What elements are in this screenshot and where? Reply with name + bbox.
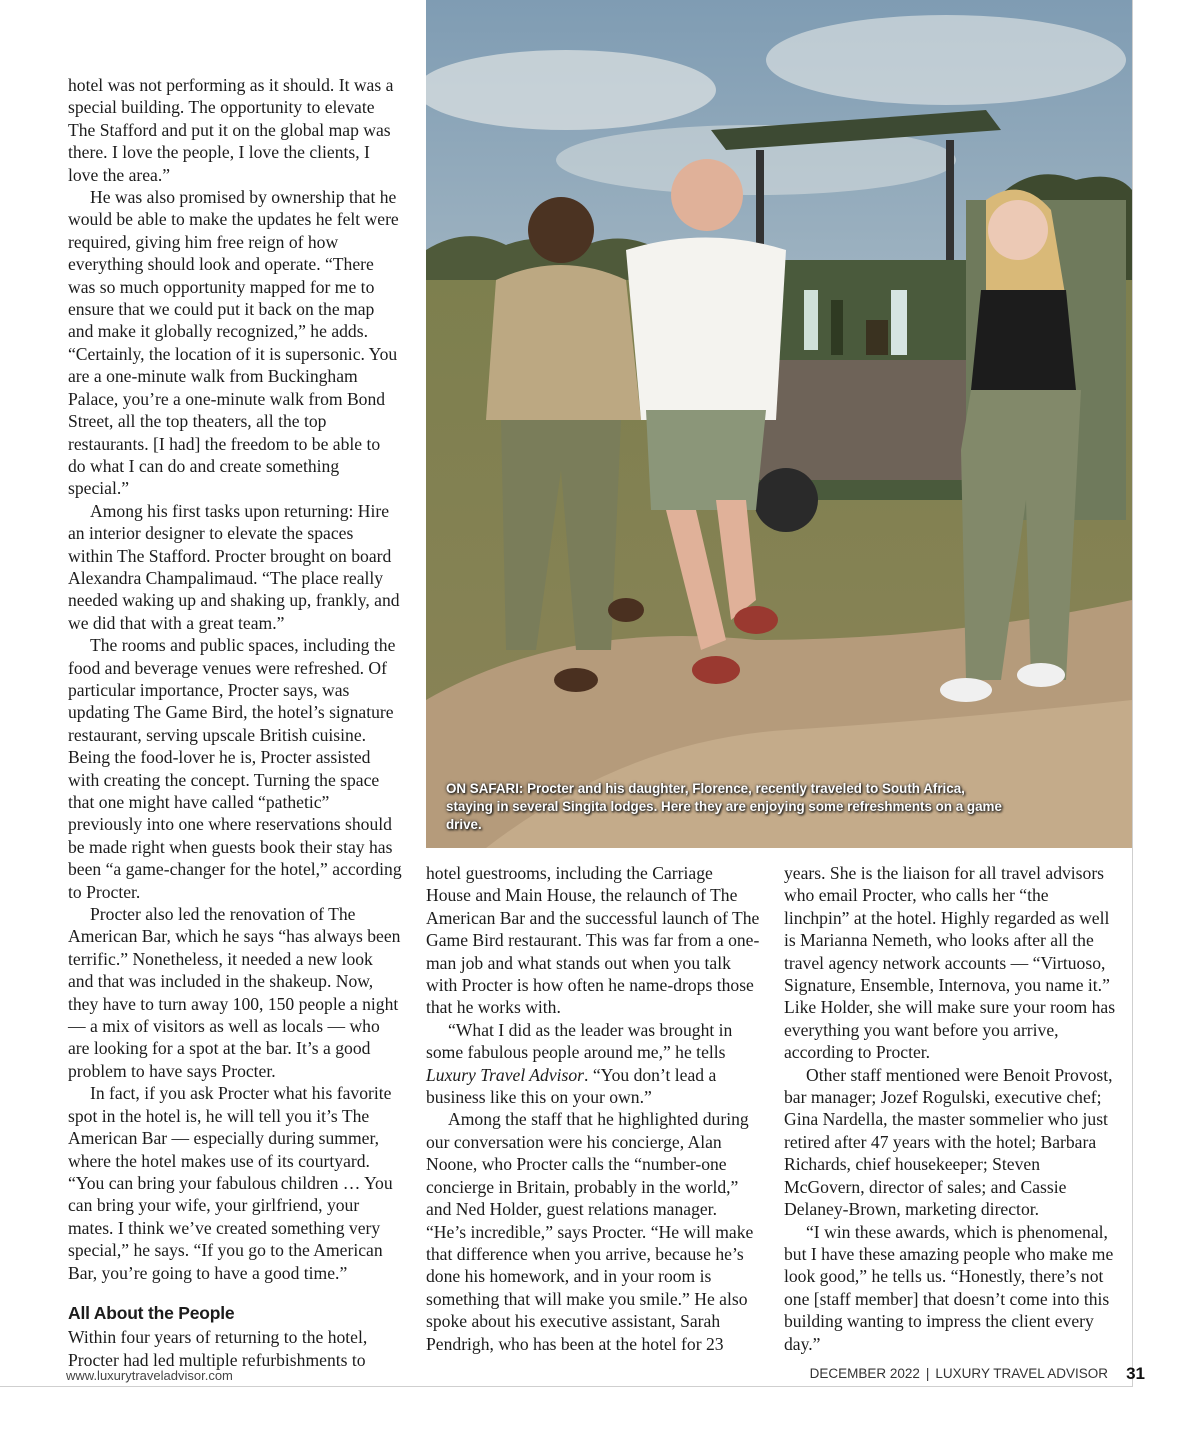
issue-date: DECEMBER 2022 (809, 1366, 920, 1381)
quote-text: “What I did as the leader was brought in some fabulous people around me,” he tells (426, 1019, 733, 1063)
publication-name: Luxury Travel Advisor (426, 1064, 585, 1085)
paragraph: hotel guestrooms, including the Carriage House and Main House, the relaunch of The American Bar and the successful launch of The Game Bird restaurant. This was far from a one-man job and what stands out when you talk with Procter is how often he name-drops those that he works with. (426, 863, 760, 1018)
paragraph: In fact, if you ask Procter what his favorite spot in the hotel is, he will tell you it’s The American Bar — especially during summer, where the hotel makes use of its courtyard. “You can bring your fabulous children … You can bring your wife, your girlfriend, your mates. I think we’ve created something very special,” he says. “If you go to the American Bar, you’re going to have a good time.” (68, 1083, 393, 1283)
footer-separator: | (925, 1366, 930, 1381)
paragraph: He was also promised by ownership that he would be able to make the updates he felt were required, giving him free reign of how everything should look and operate. “There was so much opportunity mapped for me to ensure that we could put it back on the map and make it globally recognized,” he adds. “Certainly, the location of it is supersonic. You are a one-minute walk from Buckingham Palace, you’re a one-minute walk from Bond Street, all the top theaters, all the top restaurants. [I had] the freedom to be able to do what I can do and create something special.” (68, 187, 399, 499)
paragraph (426, 1019, 760, 1109)
safari-photo-illustration (426, 0, 1132, 848)
paragraph: Within four years of returning to the hotel, Procter had led multiple refurbishments to (68, 1327, 368, 1370)
section-heading: All About the People (68, 1302, 235, 1323)
footer-website-link[interactable]: www.luxurytraveladvisor.com (66, 1368, 233, 1383)
paragraph: Procter also led the renovation of The American Bar, which he says “has always been terrific.” Nonetheless, it needed a new look and that was included in the shakeup. Now, they have to turn away 100, 150 people a night — a mix of visitors as well as locals — who are looking for a spot at the bar. It’s a good problem to have says Procter. (68, 904, 401, 1081)
right-text-column (784, 862, 1118, 1355)
paragraph: Among his first tasks upon returning: Hire an interior designer to elevate the spaces within The Stafford. Procter brought on board Alexandra Champalimaud. “The place really needed waking up and shaking up, frankly, and we did that with a great team.” (68, 500, 400, 633)
column-divider (1132, 0, 1133, 1386)
paragraph: hotel was not performing as it should. It was a special building. The opportunity to elevate The Stafford and put it on the global map was there. I love the people, I love the clients, I love the area.” (68, 75, 394, 185)
quote-text: . “You don’t lead a business like this on your own.” (426, 1064, 717, 1108)
page-footer (0, 1364, 1200, 1398)
photo-caption: ON SAFARI: Procter and his daughter, Florence, recently traveled to South Africa, staying in several Singita lodges. Here they are enjoying some refreshments on a game drive. (446, 781, 1002, 832)
safari-photo (426, 0, 1132, 848)
paragraph: Among the staff that he highlighted during our conversation were his concierge, Alan Noone, who Procter calls the “number-one concierge in Britain, probably in the world,” and Ned Holder, guest relations manager. “He’s incredible,” says Procter. “He will make that difference when you arrive, because he’s done his homework, and in your room is something that will make you smile.” He also spoke about his executive assistant, Sarah Pendrigh, who has been at the hotel for 23 (426, 1109, 754, 1354)
paragraph: years. She is the liaison for all travel advisors who email Procter, who calls her “the linchpin” at the hotel. Highly regarded as well is Marianna Nemeth, who looks after all the travel agency network accounts — “Virtuoso, Signature, Ensemble, Internova, you name it.” Like Holder, she will make sure your room has everything you want before you arrive, according to Procter. (784, 863, 1116, 1063)
left-text-column (68, 74, 402, 1371)
paragraph: “I win these awards, which is phenomenal, but I have these amazing people who make me look good,” he tells us. “Honestly, there’s not one [staff member] that doesn’t come into this building wanting to impress the client every day.” (784, 1221, 1114, 1354)
middle-text-column (426, 862, 760, 1355)
paragraph: Other staff mentioned were Benoit Provost, bar manager; Jozef Rogulski, executive chef; Gina Nardella, the master sommelier who just retired after 47 years with the hotel; Barbara Richards, chief housekeeper; Steven McGovern, director of sales; and Cassie Delaney-Brown, marketing director. (784, 1064, 1113, 1220)
footer-issue-info (810, 1366, 1108, 1381)
paragraph: The rooms and public spaces, including the food and beverage venues were refreshed. Of particular importance, Procter says, was updating The Game Bird, the hotel’s signature restaurant, serving upscale British cuisine. Being the food-lover he is, Procter assisted with creating the concept. Turning the space that one might have called “pathetic” previously into one where reservations should be made right when guests book their stay has been “a game-changer for the hotel,” according to Procter. (68, 635, 402, 902)
magazine-name: LUXURY TRAVEL ADVISOR (935, 1366, 1108, 1381)
page-number: 31 (1126, 1364, 1145, 1383)
